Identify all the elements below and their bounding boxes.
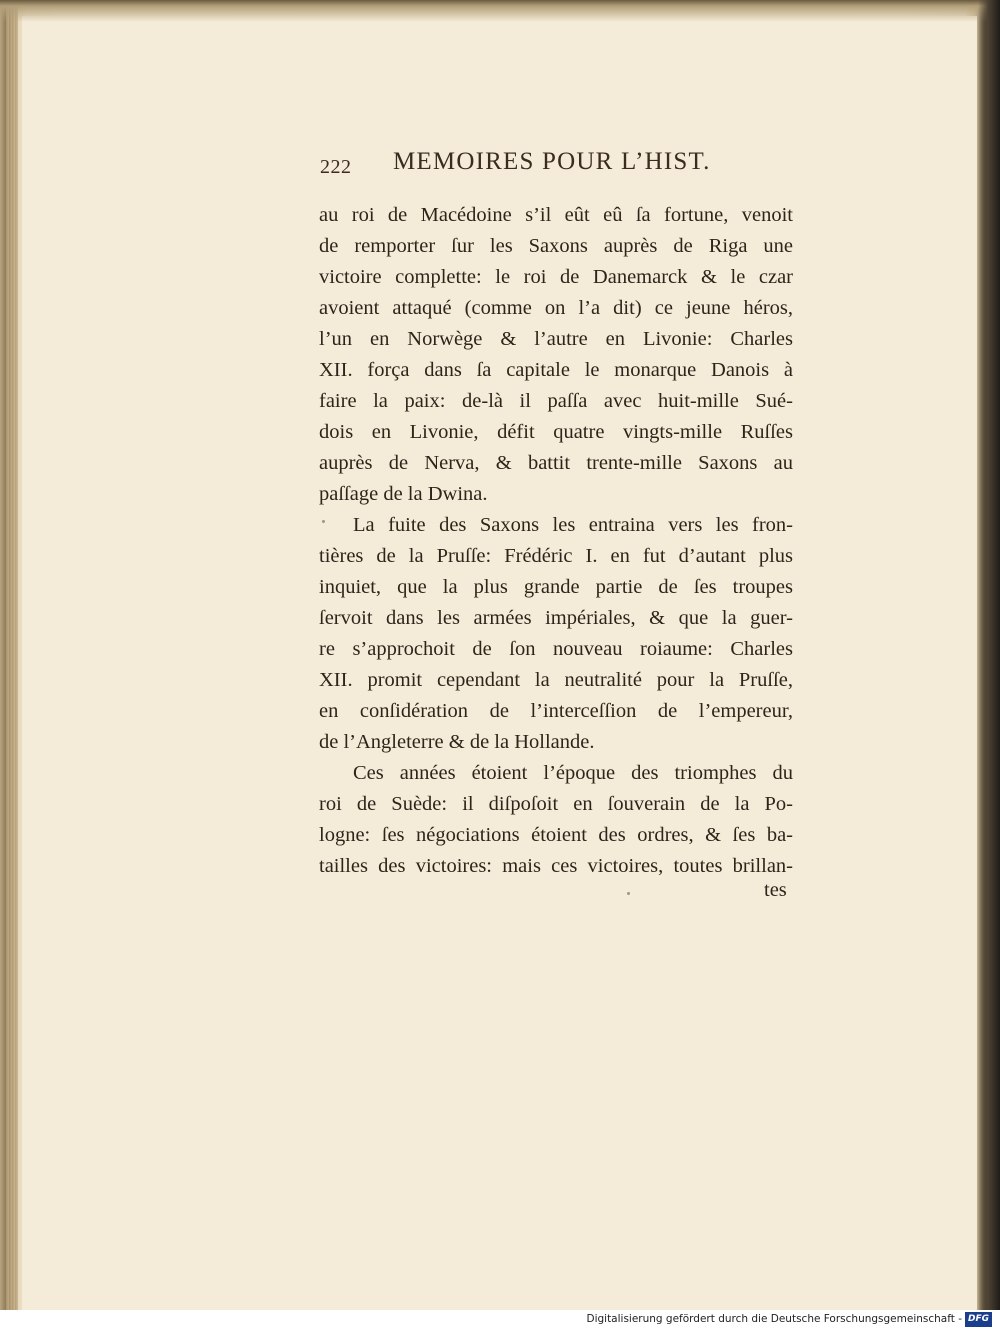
text-line: La fuite des Saxons les entraina vers les fron- [353, 514, 793, 536]
text-line: faire la paix: de-là il paſſa avec huit-mille Sué- [319, 390, 793, 412]
text-line: dois en Livonie, défit quatre vingts-mille Ruſſes [319, 421, 793, 443]
text-line: roi de Suède: il diſpoſoit en ſouverain de la Po- [319, 793, 793, 815]
page-edges [6, 0, 18, 1310]
text-line: XII. força dans ſa capitale le monarque Danois à [319, 359, 793, 381]
running-head: MEMOIRES POUR L’HIST. [393, 148, 711, 175]
catchword: tes [764, 879, 787, 901]
text-line: ſervoit dans les armées impériales, & que la guer- [319, 607, 793, 629]
text-line: l’un en Norwège & l’autre en Livonie: Charles [319, 328, 793, 350]
text-line: Ces années étoient l’époque des triomphes du [353, 762, 793, 784]
paragraph [319, 758, 793, 882]
text-line: au roi de Macédoine s’il eût eû ſa fortune, venoit [319, 204, 793, 226]
text-line: en conſidération de l’interceſſion de l’empereur, [319, 700, 793, 722]
dfg-logo[interactable]: DFG [965, 1312, 992, 1327]
paragraph [319, 510, 793, 758]
text-line: re s’approchoit de ſon nouveau roiaume: Charles [319, 638, 793, 660]
body-text [319, 200, 793, 882]
text-line: tières de la Pruſſe: Frédéric I. en fut d’autant plus [319, 545, 793, 567]
paragraph [319, 200, 793, 510]
book-binding [978, 0, 1000, 1310]
text-line: auprès de Nerva, & battit trente-mille Saxons au [319, 452, 793, 474]
top-edge-shadow [0, 0, 1000, 22]
text-line: tailles des victoires: mais ces victoires, toutes brillan- [319, 855, 793, 877]
text-line: de l’Angleterre & de la Hollande. [319, 731, 595, 753]
text-line: de remporter ſur les Saxons auprès de Riga une [319, 235, 793, 257]
text-line: logne: ſes négociations étoient des ordres, & ſes ba- [319, 824, 793, 846]
ink-speck [627, 892, 630, 895]
funding-credit: Digitalisierung gefördert durch die Deutsche Forschungsgemeinschaft - [586, 1313, 962, 1325]
text-line: avoient attaqué (comme on l’a dit) ce jeune héros, [319, 297, 793, 319]
text-line: XII. promit cependant la neutralité pour la Pruſſe, [319, 669, 793, 691]
text-line: paſſage de la Dwina. [319, 483, 488, 505]
page-number: 222 [320, 156, 352, 178]
page-header [320, 148, 800, 184]
footer-bar [0, 1310, 1000, 1331]
text-line: inquiet, que la plus grande partie de ſes troupes [319, 576, 793, 598]
text-line: victoire complette: le roi de Danemarck & le czar [319, 266, 793, 288]
